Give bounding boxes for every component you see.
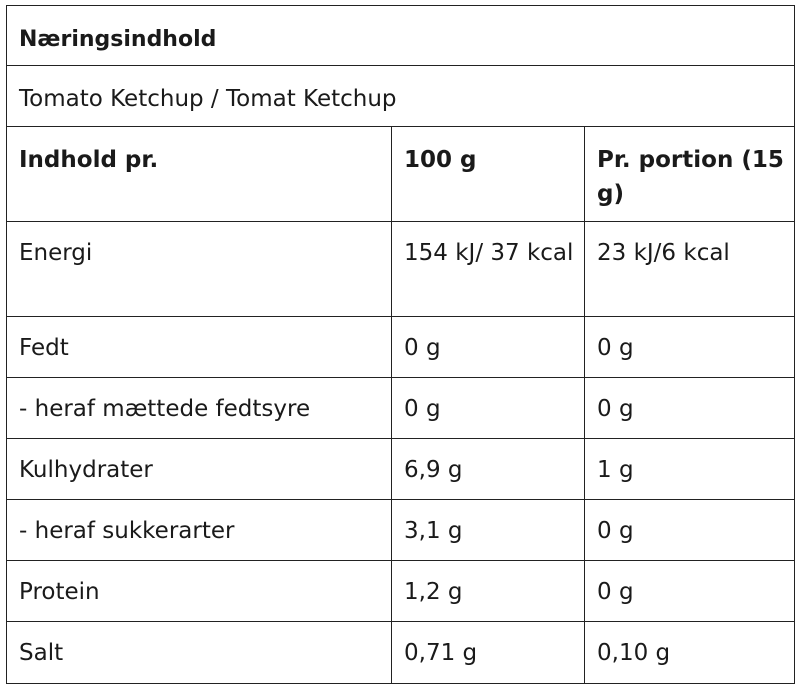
title-row <box>7 6 795 66</box>
table-row <box>7 622 795 684</box>
row-per100: 0 g <box>392 317 585 378</box>
row-portion: 1 g <box>585 439 795 500</box>
table-row <box>7 439 795 500</box>
row-label: Protein <box>7 561 392 622</box>
row-portion: 0,10 g <box>585 622 795 684</box>
table-row <box>7 500 795 561</box>
row-per100: 0 g <box>392 378 585 439</box>
table-row <box>7 561 795 622</box>
row-portion: 0 g <box>585 378 795 439</box>
nutrition-table <box>6 5 795 684</box>
header-content: Indhold pr. <box>7 127 392 222</box>
row-portion: 0 g <box>585 500 795 561</box>
row-label: Kulhydrater <box>7 439 392 500</box>
table-row <box>7 222 795 317</box>
row-label: Salt <box>7 622 392 684</box>
row-label: Fedt <box>7 317 392 378</box>
product-name: Tomato Ketchup / Tomat Ketchup <box>7 66 795 127</box>
table-row <box>7 378 795 439</box>
product-row <box>7 66 795 127</box>
row-portion: 0 g <box>585 317 795 378</box>
header-per-portion: Pr. portion (15 g) <box>585 127 795 222</box>
title-text: Næringsindhold <box>19 27 217 52</box>
row-portion: 23 kJ/6 kcal <box>585 222 795 317</box>
row-label: - heraf sukkerarter <box>7 500 392 561</box>
row-per100: 6,9 g <box>392 439 585 500</box>
row-per100: 1,2 g <box>392 561 585 622</box>
row-per100: 0,71 g <box>392 622 585 684</box>
row-portion: 0 g <box>585 561 795 622</box>
row-label: - heraf mættede fedtsyre <box>7 378 392 439</box>
table-title <box>7 6 795 66</box>
table-row <box>7 317 795 378</box>
header-row <box>7 127 795 222</box>
row-label: Energi <box>7 222 392 317</box>
row-per100: 154 kJ/ 37 kcal <box>392 222 585 317</box>
header-per-100g: 100 g <box>392 127 585 222</box>
row-per100: 3,1 g <box>392 500 585 561</box>
